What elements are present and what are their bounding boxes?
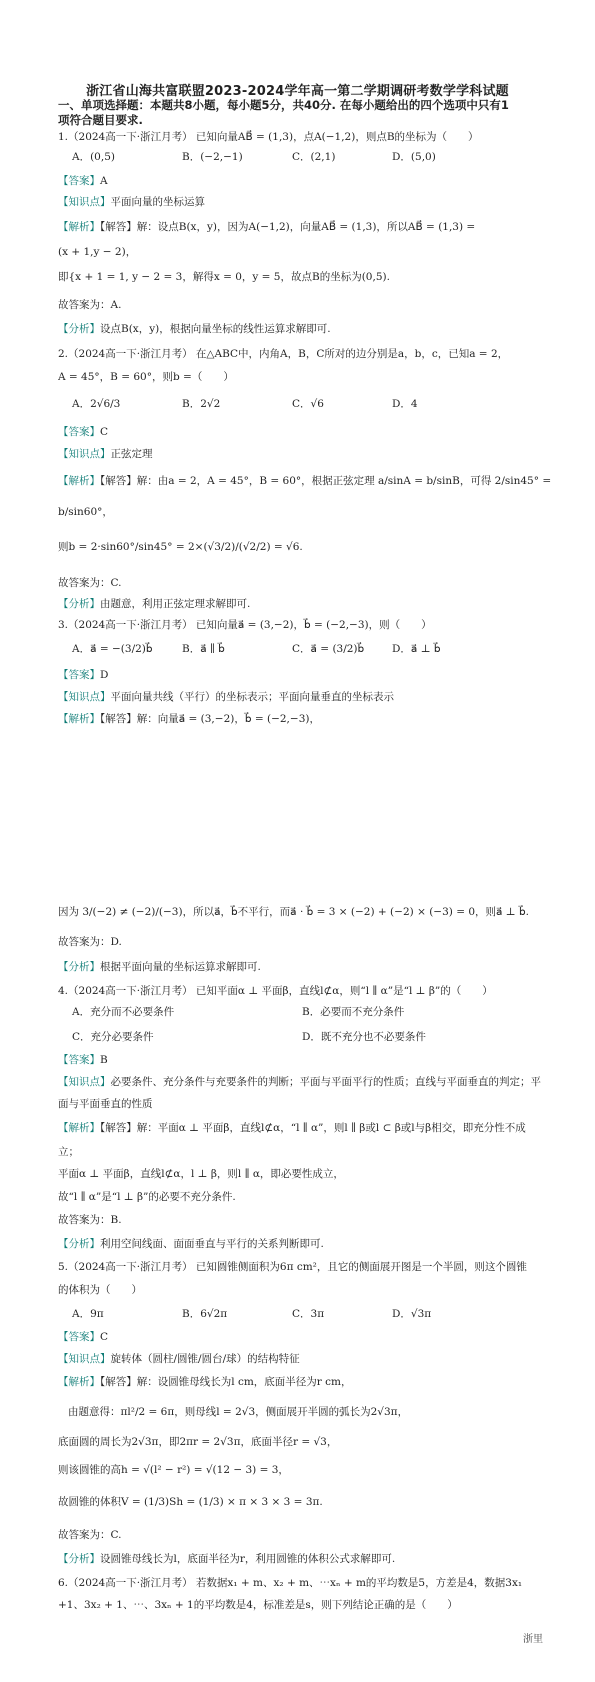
q4-analysis-line: 立； bbox=[58, 1146, 79, 1158]
q4-knowledge-cont: 面与平面垂直的性质 bbox=[58, 1098, 153, 1110]
analysis-tag: 【解析】 bbox=[58, 221, 100, 233]
q5-answer bbox=[58, 1330, 555, 1344]
q2-option-c: C．√6 bbox=[292, 398, 324, 410]
q5-analysis-line: 故圆锥的体积V = (1/3)Sh = (1/3) × π × 3 × 3 = 3π. bbox=[58, 1496, 323, 1508]
analysis-tag: 【解析】 bbox=[58, 1376, 100, 1388]
q1-answer bbox=[58, 174, 555, 188]
knowledge-tag: 【知识点】 bbox=[58, 691, 111, 703]
q3-option-d: D．a⃗ ⊥ b⃗ bbox=[392, 643, 441, 655]
knowledge-tag: 【知识点】 bbox=[58, 1353, 111, 1365]
q3-answer bbox=[58, 668, 555, 682]
q4-option-a: A．充分而不必要条件 bbox=[72, 1006, 175, 1018]
q1-analysis-line: 故答案为：A. bbox=[58, 299, 122, 311]
q4-option-c: C．充分必要条件 bbox=[72, 1031, 154, 1043]
q5-stem-cont: 的体积为（ ） bbox=[58, 1284, 142, 1296]
q2-option-d: D．4 bbox=[392, 398, 418, 410]
q1-option-b: B．(−2,−1) bbox=[182, 151, 243, 163]
q5-analysis-line: 则该圆锥的高h = √(l² − r²) = √(12 − 3) = 3， bbox=[58, 1464, 289, 1476]
q2-answer-value: C bbox=[100, 426, 109, 438]
q2-analysis-line: 故答案为：C. bbox=[58, 577, 122, 589]
q5-option-d: D．√3π bbox=[392, 1308, 432, 1320]
review-tag: 【分析】 bbox=[58, 961, 100, 973]
q5-option-b: B．6√2π bbox=[182, 1308, 228, 1320]
answer-tag: 【答案】 bbox=[58, 1054, 100, 1066]
q4-review-text: 利用空间线面、面面垂直与平行的关系判断即可. bbox=[100, 1238, 324, 1250]
q4-analysis-line: 故答案为：B. bbox=[58, 1214, 122, 1226]
page-title: 浙江省山海共富联盟2023-2024学年高一第二学期调研考数学学科试题 bbox=[86, 84, 509, 99]
q3-option-b: B．a⃗ ∥ b⃗ bbox=[182, 643, 225, 655]
q4-option-b: B．必要而不充分条件 bbox=[302, 1006, 405, 1018]
q4-review bbox=[58, 1237, 555, 1251]
q3-review-text: 根据平面向量的坐标运算求解即可. bbox=[100, 961, 261, 973]
section-heading-cont: 项符合题目要求. bbox=[58, 113, 143, 127]
q3-analysis bbox=[58, 712, 555, 726]
q2-option-b: B．2√2 bbox=[182, 398, 221, 410]
q5-analysis bbox=[58, 1375, 555, 1389]
q4-knowledge-text: 必要条件、充分条件与充要条件的判断；平面与平面平行的性质；直线与平面垂直的判定；平 bbox=[110, 1076, 541, 1088]
q2-stem-cont: A = 45°，B = 60°，则b =（ ） bbox=[58, 371, 234, 383]
knowledge-tag: 【知识点】 bbox=[58, 196, 111, 208]
analysis-tag: 【解析】 bbox=[58, 1122, 100, 1134]
q3-analysis-line: 因为 3/(−2) ≠ (−2)/(−3)，所以a⃗，b⃗不平行，而a⃗ · b⃗ = 3 × (−2) + (−2) × (−3) = 0，则a⃗ ⊥ b⃗. bbox=[58, 906, 530, 918]
q1-analysis-line: 【解答】解：设点B(x，y)，因为A(−1,2)，向量AB⃗ = (1,3)，所以AB⃗ = (1,3) = bbox=[100, 221, 476, 233]
q2-knowledge bbox=[58, 447, 555, 461]
q5-analysis-line: 由题意得：πl²/2 = 6π，则母线l = 2√3，侧面展开半圆的弧长为2√3π， bbox=[68, 1406, 409, 1418]
q3-review bbox=[58, 960, 555, 974]
q2-stem: 2.（2024高一下·浙江月考） 在△ABC中，内角A，B，C所对的边分别是a，b，c，已知a = 2， bbox=[58, 348, 509, 360]
q5-stem: 5.（2024高一下·浙江月考） 已知圆锥侧面积为6π cm²，且它的侧面展开图是一个半圆，则这个圆锥 bbox=[58, 1261, 527, 1273]
analysis-tag: 【解析】 bbox=[58, 475, 100, 487]
review-tag: 【分析】 bbox=[58, 1238, 100, 1250]
q3-answer-value: D bbox=[100, 669, 109, 681]
q4-analysis-line: 平面α ⊥ 平面β，直线l⊄α，l ⊥ β，则l ∥ α，即必要性成立， bbox=[58, 1168, 344, 1180]
review-tag: 【分析】 bbox=[58, 598, 100, 610]
answer-tag: 【答案】 bbox=[58, 1331, 100, 1343]
q3-analysis-line: 故答案为：D. bbox=[58, 936, 122, 948]
q5-knowledge-text: 旋转体（圆柱/圆锥/圆台/球）的结构特征 bbox=[110, 1353, 300, 1365]
analysis-tag: 【解析】 bbox=[58, 713, 100, 725]
q5-review bbox=[58, 1552, 555, 1566]
knowledge-tag: 【知识点】 bbox=[58, 1076, 111, 1088]
q3-stem: 3.（2024高一下·浙江月考） 已知向量a⃗ = (3,−2)，b⃗ = (−2,−3)，则（ ） bbox=[58, 619, 432, 631]
q1-knowledge-text: 平面向量的坐标运算 bbox=[110, 196, 205, 208]
q2-option-a: A．2√6/3 bbox=[72, 398, 121, 410]
review-tag: 【分析】 bbox=[58, 1553, 100, 1565]
q6-stem: 6.（2024高一下·浙江月考） 若数据x₁ + m、x₂ + m、⋯xₙ + m的平均数是5，方差是4，数据3x₁ bbox=[58, 1577, 523, 1589]
q1-review-text: 设点B(x，y)，根据向量坐标的线性运算求解即可. bbox=[100, 323, 331, 335]
q4-stem: 4.（2024高一下·浙江月考） 已知平面α ⊥ 平面β，直线l⊄α，则“l ∥ α”是“l ⊥ β”的（ ） bbox=[58, 985, 493, 997]
q2-analysis-line: 【解答】解：由a = 2，A = 45°，B = 60°，根据正弦定理 a/sinA = b/sinB，可得 2/sin45° = bbox=[100, 475, 552, 487]
q5-analysis-line: 故答案为：C. bbox=[58, 1529, 122, 1541]
q2-analysis-line: 则b = 2·sin60°/sin45° = 2×(√3/2)/(√2/2) = √6. bbox=[58, 541, 303, 553]
q2-review-text: 由题意，利用正弦定理求解即可. bbox=[100, 598, 251, 610]
q4-answer bbox=[58, 1053, 555, 1067]
q1-analysis-line: 即{x + 1 = 1, y − 2 = 3，解得x = 0，y = 5，故点B的坐标为(0,5). bbox=[58, 271, 390, 283]
q1-option-a: A．(0,5) bbox=[72, 151, 115, 163]
q5-analysis-line: 【解答】解：设圆锥母线长为l cm，底面半径为r cm， bbox=[100, 1376, 352, 1388]
q1-option-c: C．(2,1) bbox=[292, 151, 336, 163]
q4-analysis bbox=[58, 1121, 555, 1135]
q4-answer-value: B bbox=[100, 1054, 108, 1066]
q1-knowledge bbox=[58, 195, 555, 209]
q5-review-text: 设圆锥母线长为l，底面半径为r，利用圆锥的体积公式求解即可. bbox=[100, 1553, 396, 1565]
q2-answer bbox=[58, 425, 555, 439]
q3-option-c: C．a⃗ = (3/2)b⃗ bbox=[292, 643, 365, 655]
q1-analysis-line: (x + 1,y − 2)， bbox=[58, 246, 137, 258]
q3-option-a: A．a⃗ = −(3/2)b⃗ bbox=[72, 643, 153, 655]
q3-knowledge-text: 平面向量共线（平行）的坐标表示；平面向量垂直的坐标表示 bbox=[110, 691, 394, 703]
q1-analysis bbox=[58, 220, 555, 234]
section-heading: 一、单项选择题：本题共8小题，每小题5分，共40分. 在每小题给出的四个选项中只有1 bbox=[58, 98, 509, 112]
q5-option-c: C．3π bbox=[292, 1308, 325, 1320]
q2-knowledge-text: 正弦定理 bbox=[110, 448, 153, 460]
page-footer: 浙里 bbox=[523, 1634, 543, 1645]
answer-tag: 【答案】 bbox=[58, 175, 100, 187]
review-tag: 【分析】 bbox=[58, 323, 100, 335]
q1-review bbox=[58, 322, 555, 336]
q5-analysis-line: 底面圆的周长为2√3π，即2πr = 2√3π，底面半径r = √3， bbox=[58, 1436, 338, 1448]
q4-analysis-line: 故“l ∥ α”是“l ⊥ β”的必要不充分条件. bbox=[58, 1191, 236, 1203]
q1-option-d: D．(5,0) bbox=[392, 151, 436, 163]
answer-tag: 【答案】 bbox=[58, 669, 100, 681]
q6-stem-cont: +1、3x₂ + 1、⋯、3xₙ + 1的平均数是4，标准差是s，则下列结论正确的是（ ） bbox=[58, 1599, 458, 1611]
q4-option-d: D．既不充分也不必要条件 bbox=[302, 1031, 426, 1043]
q2-review bbox=[58, 597, 555, 611]
q2-analysis-line: b/sin60°， bbox=[58, 506, 113, 518]
q5-answer-value: C bbox=[100, 1331, 109, 1343]
q3-knowledge bbox=[58, 690, 555, 704]
q1-stem: 1.（2024高一下·浙江月考） 已知向量AB⃗ = (1,3)，点A(−1,2)，则点B的坐标为（ ） bbox=[58, 131, 479, 143]
q1-answer-value: A bbox=[100, 175, 108, 187]
knowledge-tag: 【知识点】 bbox=[58, 448, 111, 460]
q4-knowledge bbox=[58, 1075, 555, 1089]
answer-tag: 【答案】 bbox=[58, 426, 100, 438]
q5-option-a: A．9π bbox=[72, 1308, 104, 1320]
q3-analysis-line: 【解答】解：向量a⃗ = (3,−2)，b⃗ = (−2,−3)， bbox=[100, 713, 320, 725]
q5-knowledge bbox=[58, 1352, 555, 1366]
q4-analysis-line: 【解答】解：平面α ⊥ 平面β，直线l⊄α，“l ∥ α”，则l ∥ β或l ⊂ β或l与β相交，即充分性不成 bbox=[100, 1122, 526, 1134]
q2-analysis bbox=[58, 474, 555, 488]
